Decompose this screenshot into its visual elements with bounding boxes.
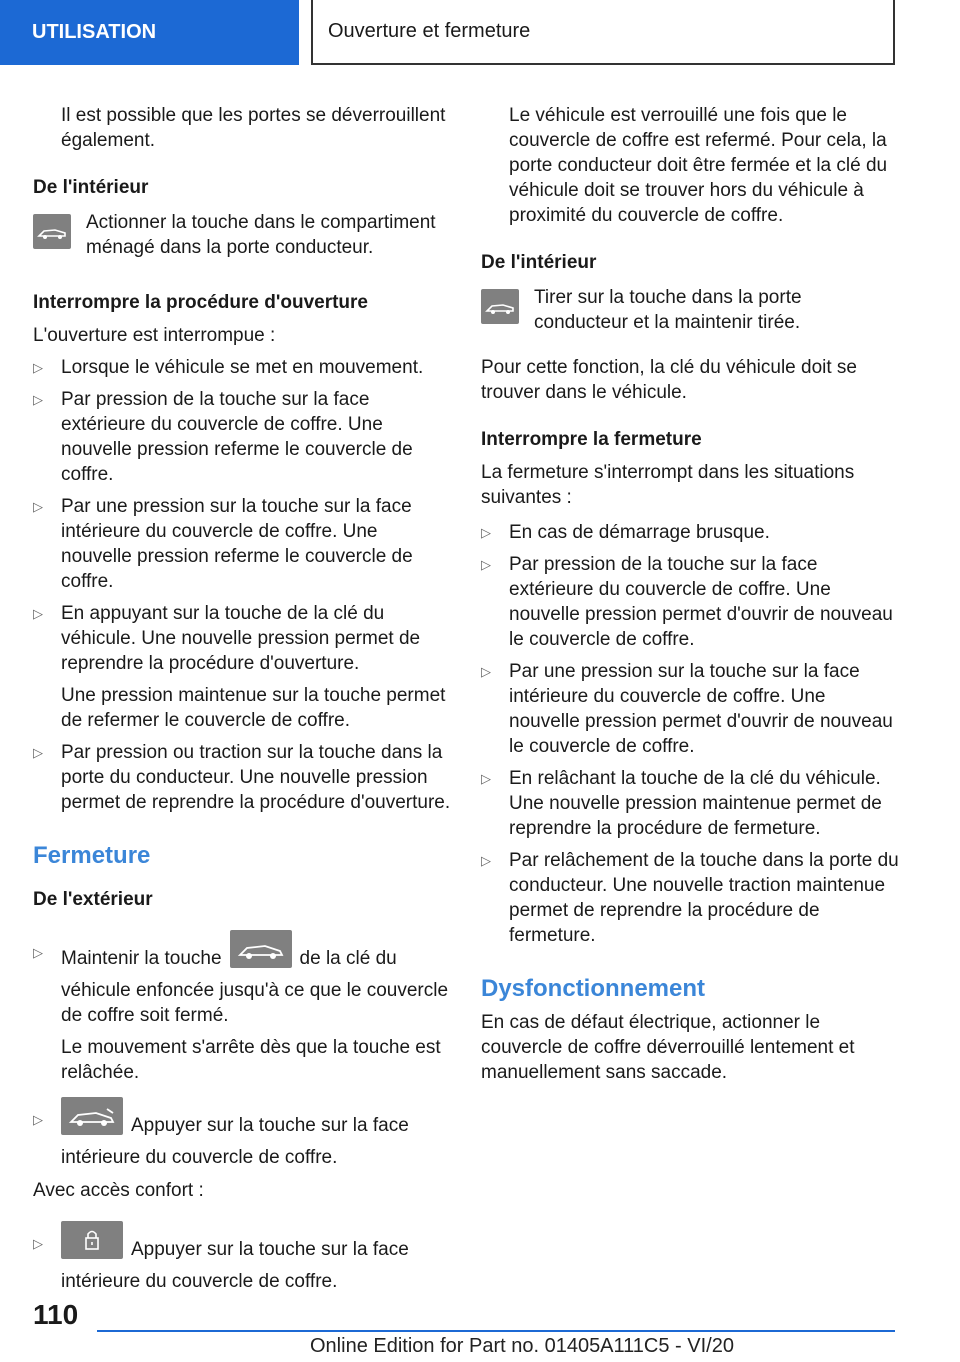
header-chapter-label: Ouverture et fermeture [328, 20, 531, 42]
paragraph-situations: La fermeture s'interrompt dans les situations suivantes : [481, 462, 855, 508]
car-trunk-icon [481, 289, 519, 324]
section-heading-dysfonctionnement: Dysfonctionnement [481, 975, 706, 1002]
lock-icon [61, 1221, 123, 1259]
list-item: ▷ En appuyant sur la touche de la clé du véhicule. Une nouvelle pression permet de reprendre la procédure d'ouverture. Une pression maintenue sur la touche permet de refermer le couvercle de coffre. [33, 601, 451, 733]
bullet-list-interruption-fermeture [481, 520, 899, 948]
subheading-interieur: De l'intérieur [33, 177, 149, 198]
list-item: ▷ Par une pression sur la touche sur la face intérieure du couvercle de coffre. Une nouvelle pression permet d'ouvrir de nouveau le couvercle de coffre. [481, 661, 893, 757]
list-item: ▷ Par pression ou traction sur la touche dans la porte du conducteur. Une nouvelle pression permet de reprendre la procédure d'ouverture. [33, 742, 451, 813]
subheading-interrompre-ouverture: Interrompre la procédure d'ouverture [33, 292, 368, 313]
list-item-note: Le mouvement s'arrête dès que la touche est relâchée. [61, 1037, 441, 1083]
list-item: ▷ Lorsque le véhicule se met en mouvement. [33, 357, 424, 378]
list-item: ▷ Maintenir la touche de la clé du véhicule enfoncée jusqu'à ce que le couvercle de coffre soit fermé. Le mouvement s'arrête dès que la touche est relâchée. [33, 940, 451, 1085]
triangle-right-icon: ▷ [33, 745, 43, 760]
triangle-right-icon: ▷ [33, 1112, 43, 1127]
footer-edition: Online Edition for Part no. 01405A111C5 - VI/20 [310, 1335, 734, 1357]
bullet-list-fermeture [33, 940, 451, 1170]
triangle-right-icon: ▷ [33, 360, 43, 375]
list-item: ▷ En relâchant la touche de la clé du véhicule. Une nouvelle pression maintenue permet de reprendre la procédure de fermeture. [481, 768, 882, 839]
right-column [481, 103, 899, 1085]
list-item: ▷ Par pression de la touche sur la face extérieure du couvercle de coffre. Une nouvelle pression permet d'ouvrir de nouveau le couvercle de coffre. [481, 554, 893, 650]
paragraph-verrouillage: Le véhicule est verrouillé une fois que le couvercle de coffre est refermé. Pour cela, la porte conducteur doit être fermée et la clé du véhicule doit se trouver hors du véhicule à proximité du couvercle de coffre. [509, 105, 888, 226]
icon-instruction-text: Tirer sur la touche dans la porte conducteur et la maintenir tirée. [534, 287, 802, 333]
subheading-interieur: De l'intérieur [481, 252, 597, 273]
list-item: ▷ Par pression de la touche sur la face extérieure du couvercle de coffre. Une nouvelle pression referme le couvercle de coffre. [33, 389, 413, 485]
paragraph-dysfonctionnement: En cas de défaut électrique, actionner le couvercle de coffre déverrouillé lentement et manuellement sans saccade. [481, 1012, 855, 1083]
paragraph-ouverture-interrompue: L'ouverture est interrompue : [33, 325, 276, 346]
triangle-right-icon: ▷ [33, 499, 43, 514]
header-section-tab [0, 0, 299, 65]
list-item: ▷ Appuyer sur la touche sur la face intérieure du couvercle de coffre. [33, 1107, 451, 1170]
paragraph-acces-confort: Avec accès confort : [33, 1180, 204, 1201]
subheading-interrompre-fermeture: Interrompre la fermeture [481, 429, 702, 450]
car-trunk-icon [33, 214, 71, 249]
triangle-right-icon: ▷ [481, 525, 491, 540]
paragraph-fonction: Pour cette fonction, la clé du véhicule doit se trouver dans le véhicule. [481, 357, 858, 403]
subheading-exterieur: De l'extérieur [33, 889, 153, 910]
paragraph-doors-unlock: Il est possible que les portes se déverrouillent également. [61, 105, 446, 151]
section-heading-fermeture: Fermeture [33, 842, 151, 869]
list-item: ▷ Appuyer sur la touche sur la face intérieure du couvercle de coffre. [33, 1231, 451, 1294]
bullet-list-confort [33, 1231, 451, 1294]
triangle-right-icon: ▷ [481, 557, 491, 572]
triangle-right-icon: ▷ [481, 771, 491, 786]
bullet-list-interruption [33, 355, 451, 815]
triangle-right-icon: ▷ [33, 1236, 43, 1251]
triangle-right-icon: ▷ [33, 945, 43, 960]
list-item: ▷ Par une pression sur la touche sur la face intérieure du couvercle de coffre. Une nouvelle pression referme le couvercle de coffre. [33, 496, 413, 592]
triangle-right-icon: ▷ [33, 392, 43, 407]
triangle-right-icon: ▷ [33, 606, 43, 621]
icon-instruction [33, 210, 451, 260]
header-section-label: UTILISATION [32, 21, 157, 43]
triangle-right-icon: ▷ [481, 664, 491, 679]
triangle-right-icon: ▷ [481, 853, 491, 868]
list-item: ▷ En cas de démarrage brusque. [481, 522, 770, 543]
car-trunk-key-icon [230, 930, 292, 968]
icon-instruction [481, 285, 899, 335]
list-item: ▷ Par relâchement de la touche dans la porte du conducteur. Une nouvelle traction maintenue permet de reprendre la procédure de fermeture. [481, 850, 899, 946]
left-column [33, 103, 451, 1294]
car-trunk-inner-icon [61, 1097, 123, 1135]
icon-instruction-text: Actionner la touche dans le compartiment ménagé dans la porte conducteur. [86, 212, 436, 258]
list-item-note: Une pression maintenue sur la touche permet de refermer le couvercle de coffre. [61, 685, 446, 731]
header-chapter-tab [311, 0, 895, 65]
page-number: 110 [33, 1299, 79, 1330]
